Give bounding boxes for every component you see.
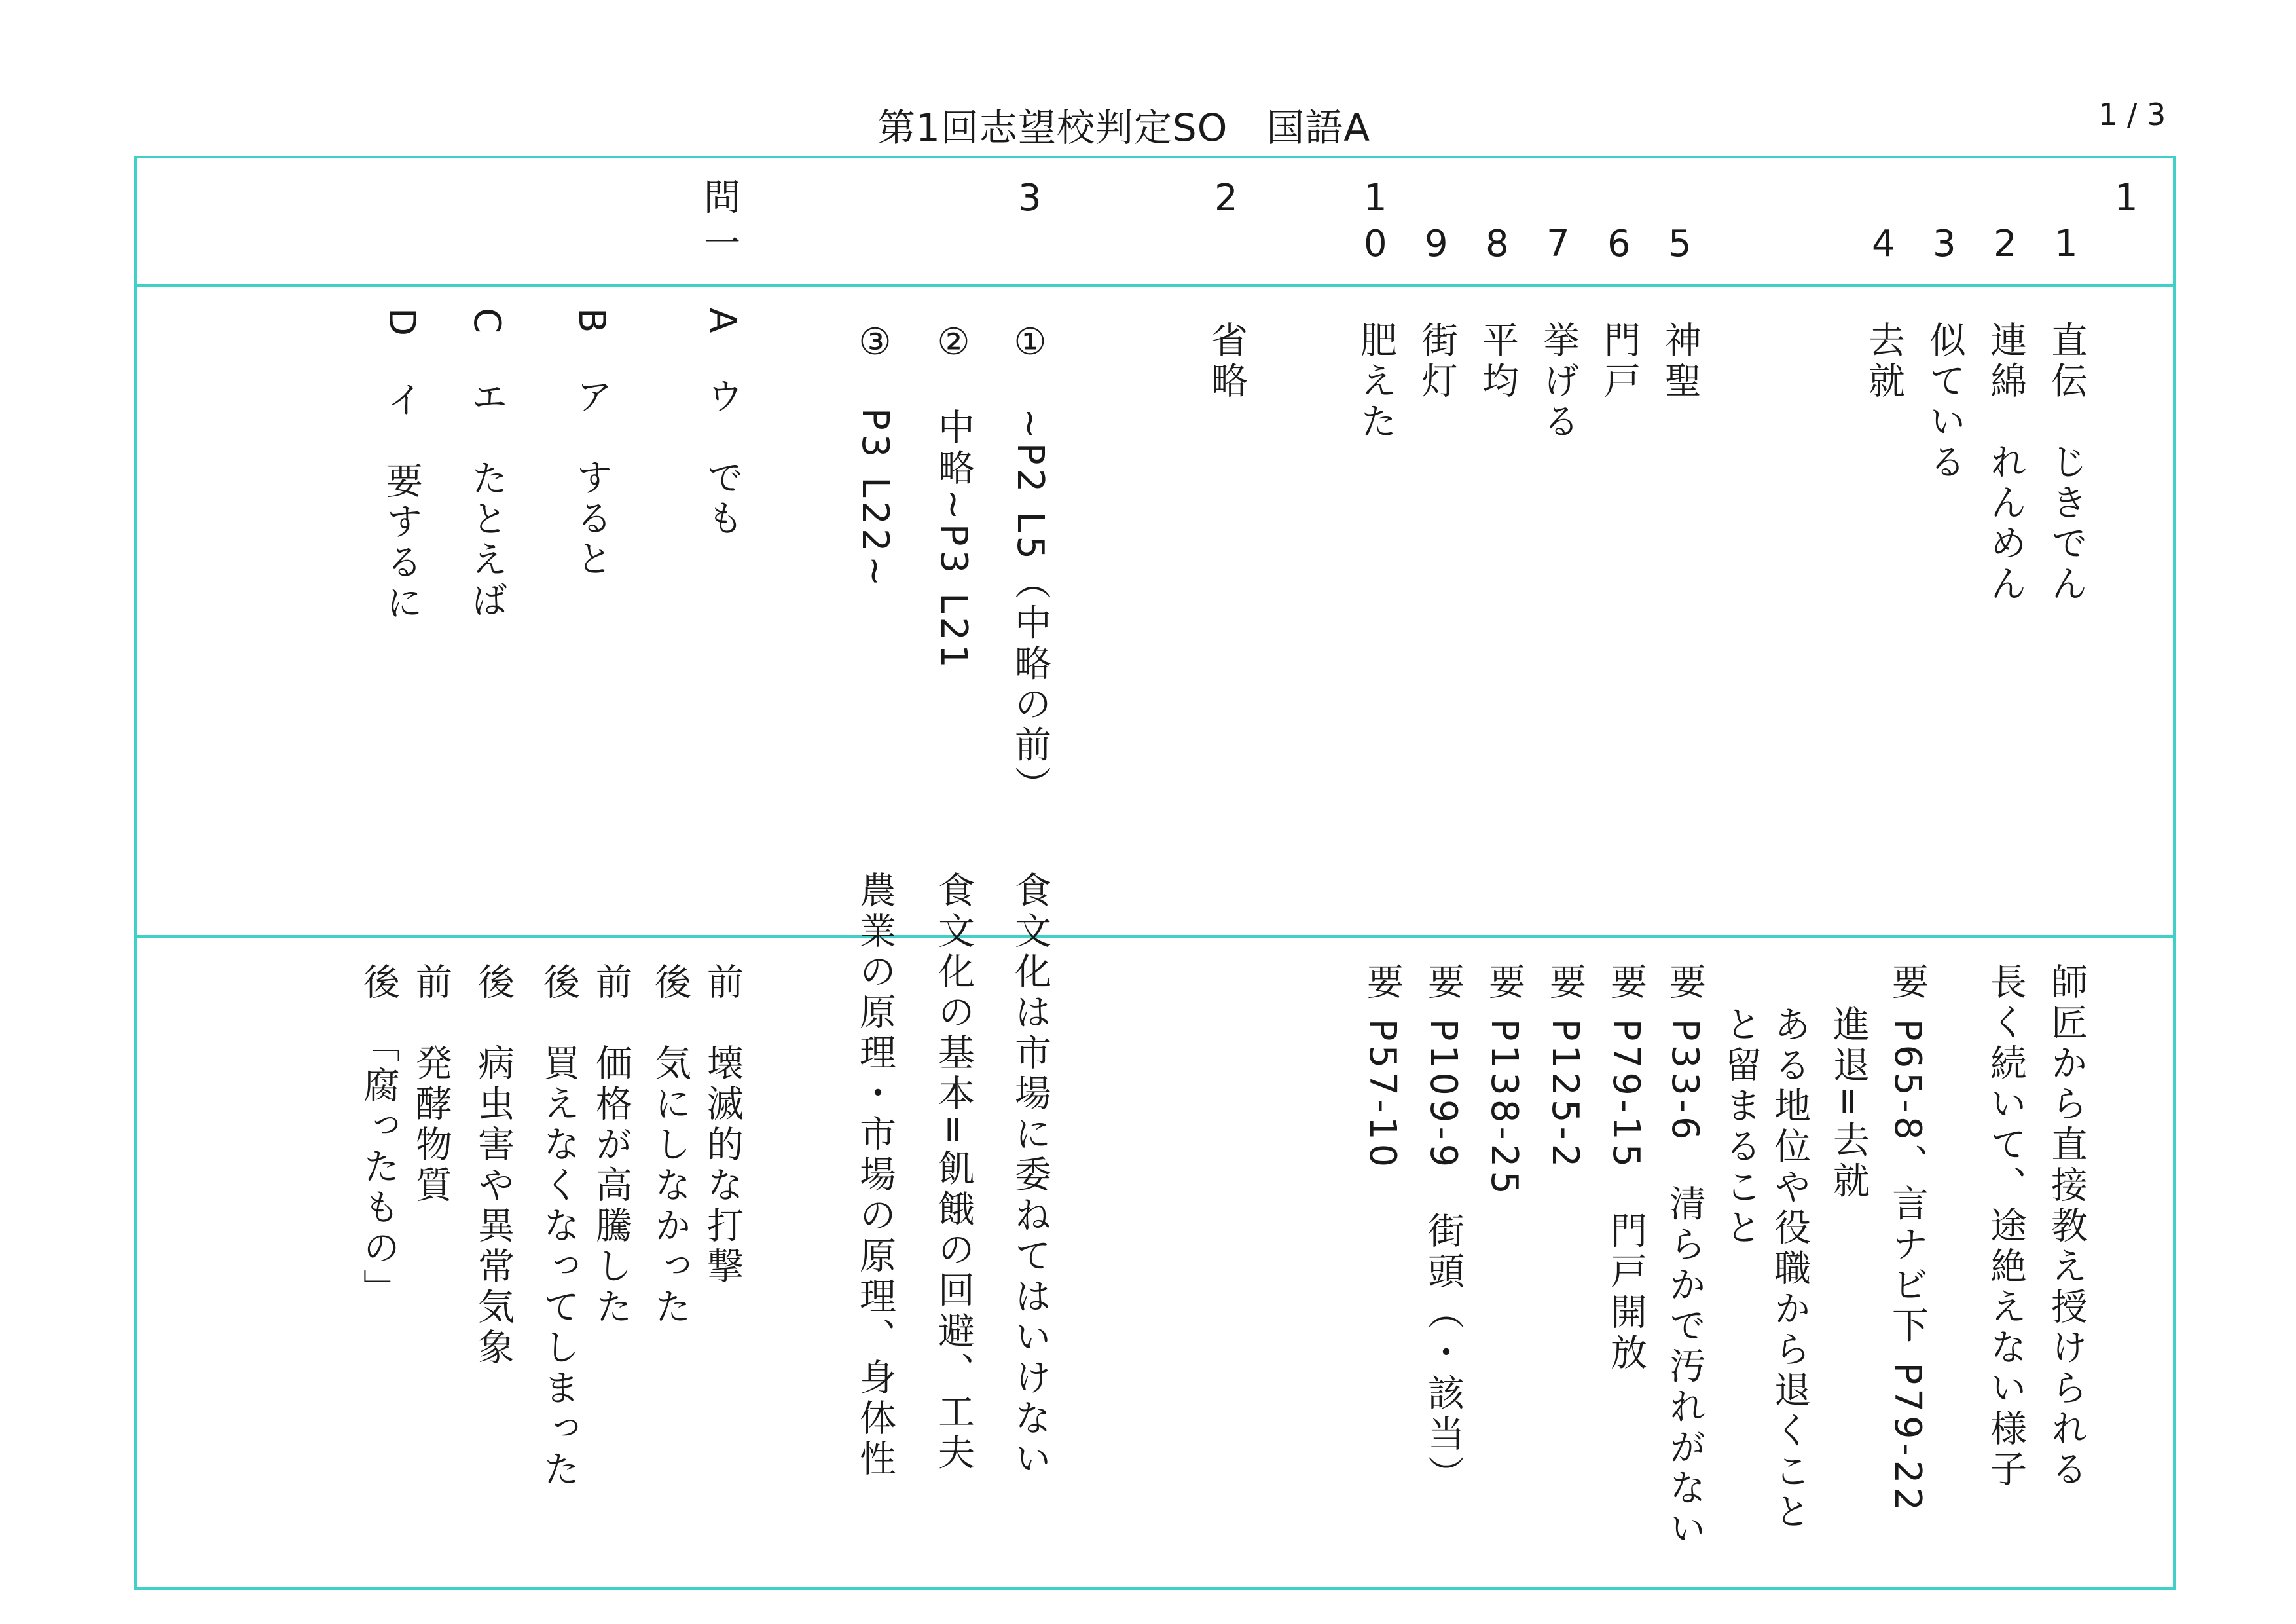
note-1: 師匠から直接教え授けられる [2045,963,2088,1490]
header-q1: 1 [2115,177,2138,219]
note-d-back: 後 「腐ったもの」 [357,963,400,1310]
note-s3-2: 食文化の基本=飢餓の回避、工夫 [932,871,975,1474]
note-6: 要 P79-15 門戸開放 [1605,963,1647,1375]
note-b-back: 後 買えなくなってしまった [538,963,580,1490]
note-4-b: ある地位や役職から退くこと [1768,1005,1811,1533]
note-5: 要 P33-6 清らかで汚れがない [1664,963,1706,1550]
note-7: 要 P125-2 [1544,963,1586,1172]
header-num-3: 3 [1933,223,1956,265]
note-9: 要 P109-9 街頭（・該当） [1422,963,1465,1496]
answer-3: 似ている [1923,321,1966,483]
header-num-8: 8 [1485,223,1509,265]
note-a-back: 後 気にしなかった [649,963,691,1328]
notes-divider [134,935,2176,938]
note-4-c: と留まること [1719,1005,1762,1249]
answer-section-2: 省略 [1205,321,1248,402]
note-s3-1: 食文化は市場に委ねてはいけない [1009,871,1051,1480]
answer-q-c: C エ たとえば [465,308,508,622]
header-num-6: 6 [1607,223,1631,265]
answer-q-a: A ウ でも [701,308,744,540]
document-title: 第1回志望校判定SO 国語A [877,105,1371,150]
header-section-3: 3 [1018,177,1042,219]
header-num-9: 9 [1425,223,1448,265]
note-8: 要 P138-25 [1483,963,1525,1198]
answer-8: 平均 [1476,321,1519,402]
answer-10: 肥えた [1355,321,1397,443]
answer-6: 門戸 [1598,321,1641,402]
answer-2: 連綿 れんめん [1984,321,2027,605]
header-mon-1: 問 [704,177,740,219]
header-num-10-tens: 1 [1364,177,1387,219]
answer-q-d: D イ 要するに [380,308,423,625]
header-num-1: 1 [2054,223,2078,265]
note-s3-3: 農業の原理・市場の原理、身体性 [854,871,896,1480]
note-a-front: 前 壊滅的な打撃 [701,963,744,1287]
note-c-back: 後 病虫害や異常気象 [472,963,515,1369]
header-divider [134,284,2176,287]
header-num-4: 4 [1872,223,1895,265]
answer-5: 神聖 [1659,321,1702,402]
answer-1: 直伝 じきでん [2045,321,2088,605]
note-d-front: 前 発酵物質 [410,963,452,1206]
answer-9: 街灯 [1415,321,1458,402]
answer-7: 挙げる [1537,321,1580,443]
header-num-7: 7 [1546,223,1570,265]
header-num-10-ones: 0 [1364,223,1387,265]
header-num-2: 2 [1994,223,2017,265]
note-4-a: 進退=去就 [1827,1005,1870,1202]
header-mon-2: 一 [704,223,740,265]
note-10: 要 P57-10 [1361,963,1404,1172]
answer-s3-1: ① ~P2 L5（中略の前） [1009,321,1051,807]
note-2: 長く続いて、途絶えない様子 [1984,963,2027,1490]
note-b-front: 前 価格が高騰した [590,963,632,1328]
answer-q-b: B ア すると [570,308,613,581]
answer-4: 去就 [1863,321,1905,402]
answer-s3-2: ② 中略~P3 L21 [932,321,975,672]
header-num-5: 5 [1668,223,1692,265]
note-3: 要 P65-8、言ナビ下 P79-22 [1886,963,1929,1515]
answer-s3-3: ③ P3 L22~ [854,321,896,591]
page-number: 1 / 3 [2098,97,2166,132]
header-section-2: 2 [1214,177,1238,219]
